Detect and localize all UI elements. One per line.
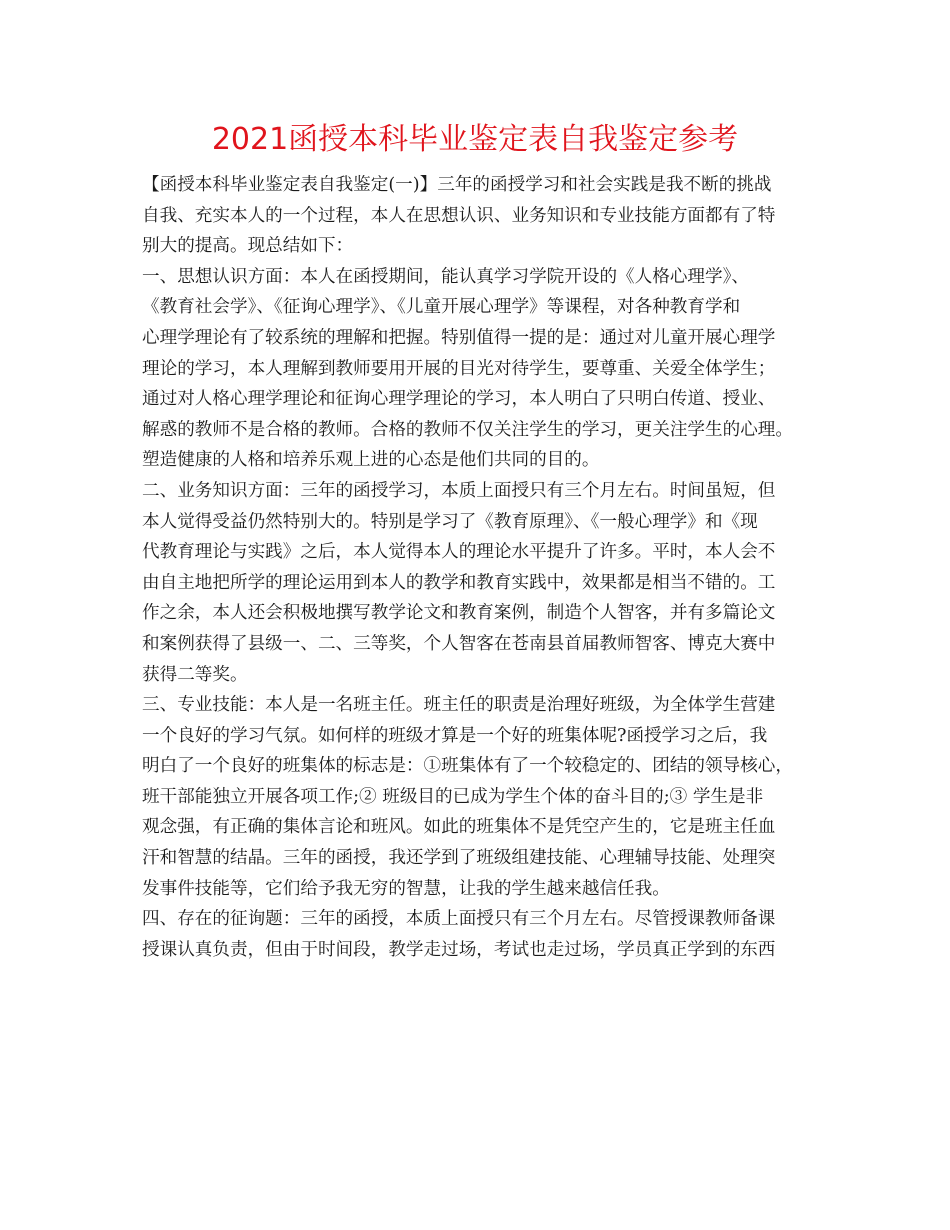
body-line: 作之余，本人还会积极地撰写教学论文和教育案例，制造个人智客，并有多篇论文 [142, 603, 776, 624]
body-line: 塑造健康的人格和培养乐观上进的心态是他们共同的目的。 [142, 450, 600, 471]
body-line: 授课认真负责，但由于时间段，教学走过场，考试也走过场，学员真正学到的东西 [142, 939, 776, 960]
body-line: 解惑的教师不是合格的教师。合格的教师不仅关注学生的学习，更关注学生的心理。 [142, 419, 793, 440]
body-line: 明白了一个良好的班集体的标志是：①班集体有了一个较稳定的、团结的领导核心， [142, 756, 793, 777]
body-line: 《教育社会学》、《征询心理学》、《儿童开展心理学》等课程，对各种教育学和 [142, 297, 741, 318]
body-line: 二、业务知识方面：三年的函授学习，本质上面授只有三个月左右。时间虽短，但 [142, 480, 776, 501]
body-line: 心理学理论有了较系统的理解和把握。特别值得一提的是：通过对儿童开展心理学 [142, 327, 776, 348]
document-title: 2021函授本科毕业鉴定表自我鉴定参考 [211, 122, 739, 157]
document-body [142, 170, 822, 965]
body-line: 本人觉得受益仍然特别大的。特别是学习了《教育原理》、《一般心理学》和《现 [142, 511, 758, 532]
body-line: 一个良好的学习气氛。如何样的班级才算是一个好的班集体呢?函授学习之后，我 [142, 725, 768, 746]
body-line: 班干部能独立开展各项工作;② 班级目的已成为学生个体的奋斗目的;③ 学生是非 [142, 786, 764, 807]
body-line: 三、专业技能：本人是一名班主任。班主任的职责是治理好班级，为全体学生营建 [142, 695, 776, 716]
body-line: 别大的提高。现总结如下： [142, 236, 354, 257]
body-line: 自我、充实本人的一个过程，本人在思想认识、业务知识和专业技能方面都有了特 [142, 205, 776, 226]
body-line: 代教育理论与实践》之后，本人觉得本人的理论水平提升了许多。平时，本人会不 [142, 542, 776, 563]
body-line: 汗和智慧的结晶。三年的函授，我还学到了班级组建技能、心理辅导技能、处理突 [142, 848, 776, 869]
body-line: 发事件技能等，它们给予我无穷的智慧，让我的学生越来越信任我。 [142, 878, 670, 899]
body-line: 一、思想认识方面：本人在函授期间，能认真学习学院开设的《人格心理学》、 [142, 266, 749, 287]
body-line: 四、存在的征询题：三年的函授，本质上面授只有三个月左右。尽管授课教师备课 [142, 909, 776, 930]
body-line: 理论的学习，本人理解到教师要用开展的目光对待学生，要尊重、关爱全体学生； [142, 358, 776, 379]
body-line: 观念强，有正确的集体言论和班风。如此的班集体不是凭空产生的，它是班主任血 [142, 817, 776, 838]
body-line: 和案例获得了县级一、二、三等奖，个人智客在苍南县首届教师智客、博克大赛中 [142, 633, 776, 654]
body-line: 【函授本科毕业鉴定表自我鉴定(一)】三年的函授学习和社会实践是我不断的挑战 [142, 175, 772, 195]
body-line: 由自主地把所学的理论运用到本人的教学和教育实践中，效果都是相当不错的。工 [142, 572, 776, 593]
body-line: 通过对人格心理学理论和征询心理学理论的学习，本人明白了只明白传道、授业、 [142, 389, 776, 410]
body-line: 获得二等奖。 [142, 664, 248, 685]
